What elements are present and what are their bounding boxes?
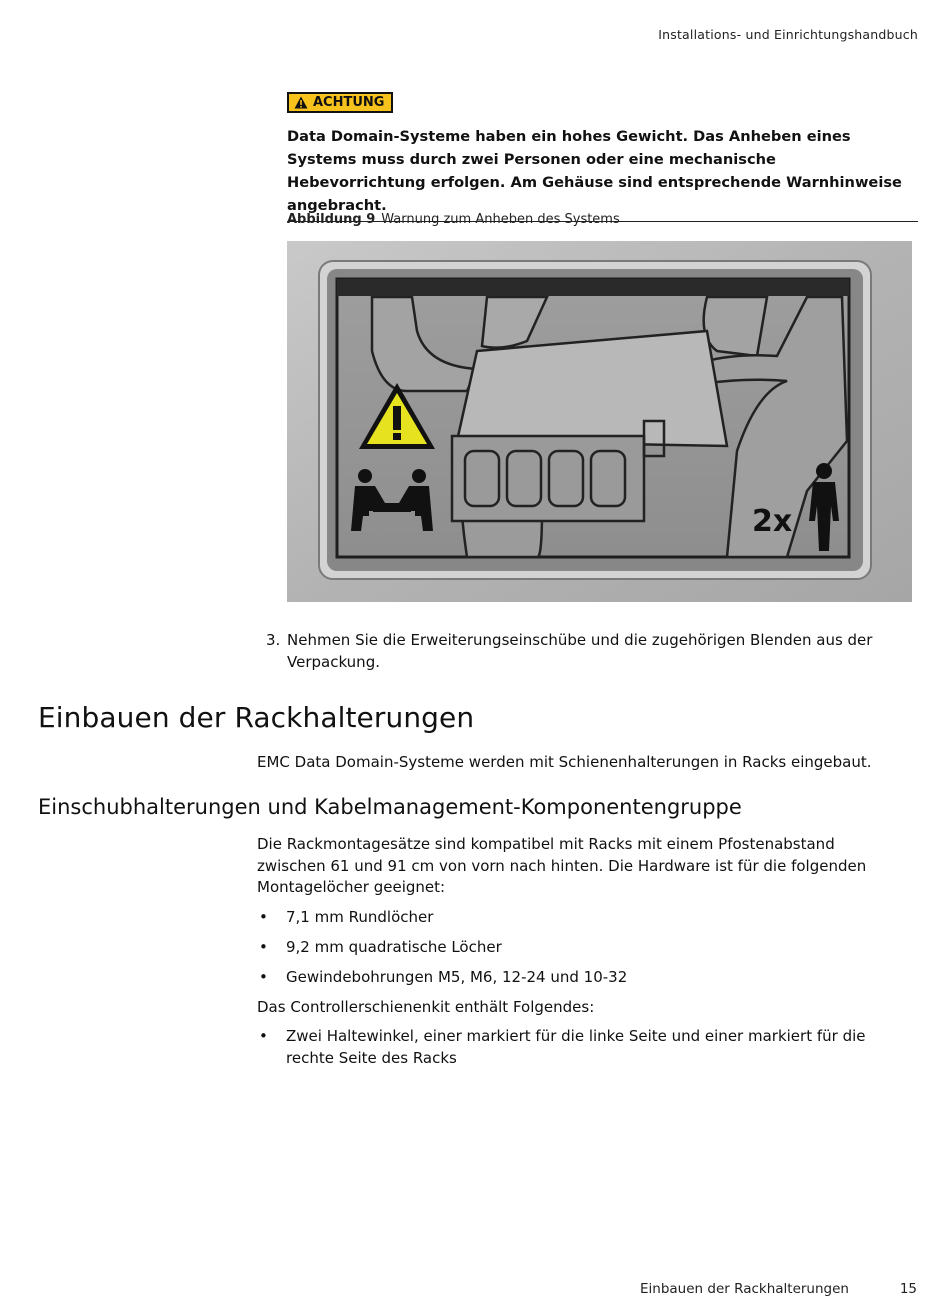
figure-caption-text: Warnung zum Anheben des Systems <box>381 212 620 227</box>
step-3 <box>266 629 906 673</box>
caution-text: Data Domain-Systeme haben ein hohes Gewicht. Das Anheben eines Systems muss durch zwei Personen oder eine mechanische Hebevorrichtung erfolgen. Am Gehäuse sind entsprechende Warnhinweise angebracht. <box>287 128 902 214</box>
caution-notice <box>287 92 918 222</box>
paragraph-rack-compatibility: Die Rackmontagesätze sind kompatibel mit Racks mit einem Pfostenabstand zwischen 61 und 91 cm von vorn nach hinten. Die Hardware ist für die folgenden Montagelöcher geeignet: <box>257 835 867 896</box>
subsection-heading: Einschubhalterungen und Kabelmanagement-Komponentengruppe <box>38 795 742 819</box>
figure-caption <box>287 212 620 227</box>
figure-label: Abbildung 9 <box>287 212 376 227</box>
list-item-text: 7,1 mm Rundlöcher <box>286 907 434 926</box>
step-number: 3. <box>266 631 281 649</box>
caution-badge-label: ACHTUNG <box>313 95 385 110</box>
bullet: • <box>259 937 268 956</box>
mounting-hole-list <box>257 907 907 989</box>
paragraph-kit-contents: Das Controllerschienenkit enthält Folgendes: <box>257 997 595 1016</box>
list-item <box>257 907 907 929</box>
caution-badge <box>287 92 393 113</box>
list-item-text: 9,2 mm quadratische Löcher <box>286 937 502 956</box>
list-item-text: Gewindebohrungen M5, M6, 12-24 und 10-32 <box>286 967 628 986</box>
list-item <box>257 937 907 959</box>
subsection-body <box>257 834 907 1078</box>
sticker-2x-label: 2x <box>752 504 793 539</box>
list-item-text: Zwei Haltewinkel, einer markiert für die linke Seite und einer markiert für die rechte Seite des Racks <box>286 1027 866 1067</box>
page-number: 15 <box>899 1281 917 1297</box>
list-item <box>257 967 907 989</box>
kit-contents-list <box>257 1026 907 1069</box>
section-intro: EMC Data Domain-Systeme werden mit Schienenhalterungen in Racks eingebaut. <box>257 753 872 771</box>
lift-warning-photo <box>287 241 912 602</box>
bullet: • <box>259 907 268 926</box>
warning-triangle-icon <box>294 96 308 109</box>
bullet: • <box>259 967 268 986</box>
section-heading: Einbauen der Rackhalterungen <box>38 701 475 734</box>
running-header: Installations- und Einrichtungshandbuch <box>658 27 918 42</box>
step-text: Nehmen Sie die Erweiterungseinschübe und die zugehörigen Blenden aus der Verpackung. <box>287 631 873 671</box>
list-item <box>257 1026 907 1069</box>
lift-warning-figure <box>287 241 912 602</box>
footer-section-title: Einbauen der Rackhalterungen <box>640 1281 849 1297</box>
bullet: • <box>259 1027 268 1045</box>
